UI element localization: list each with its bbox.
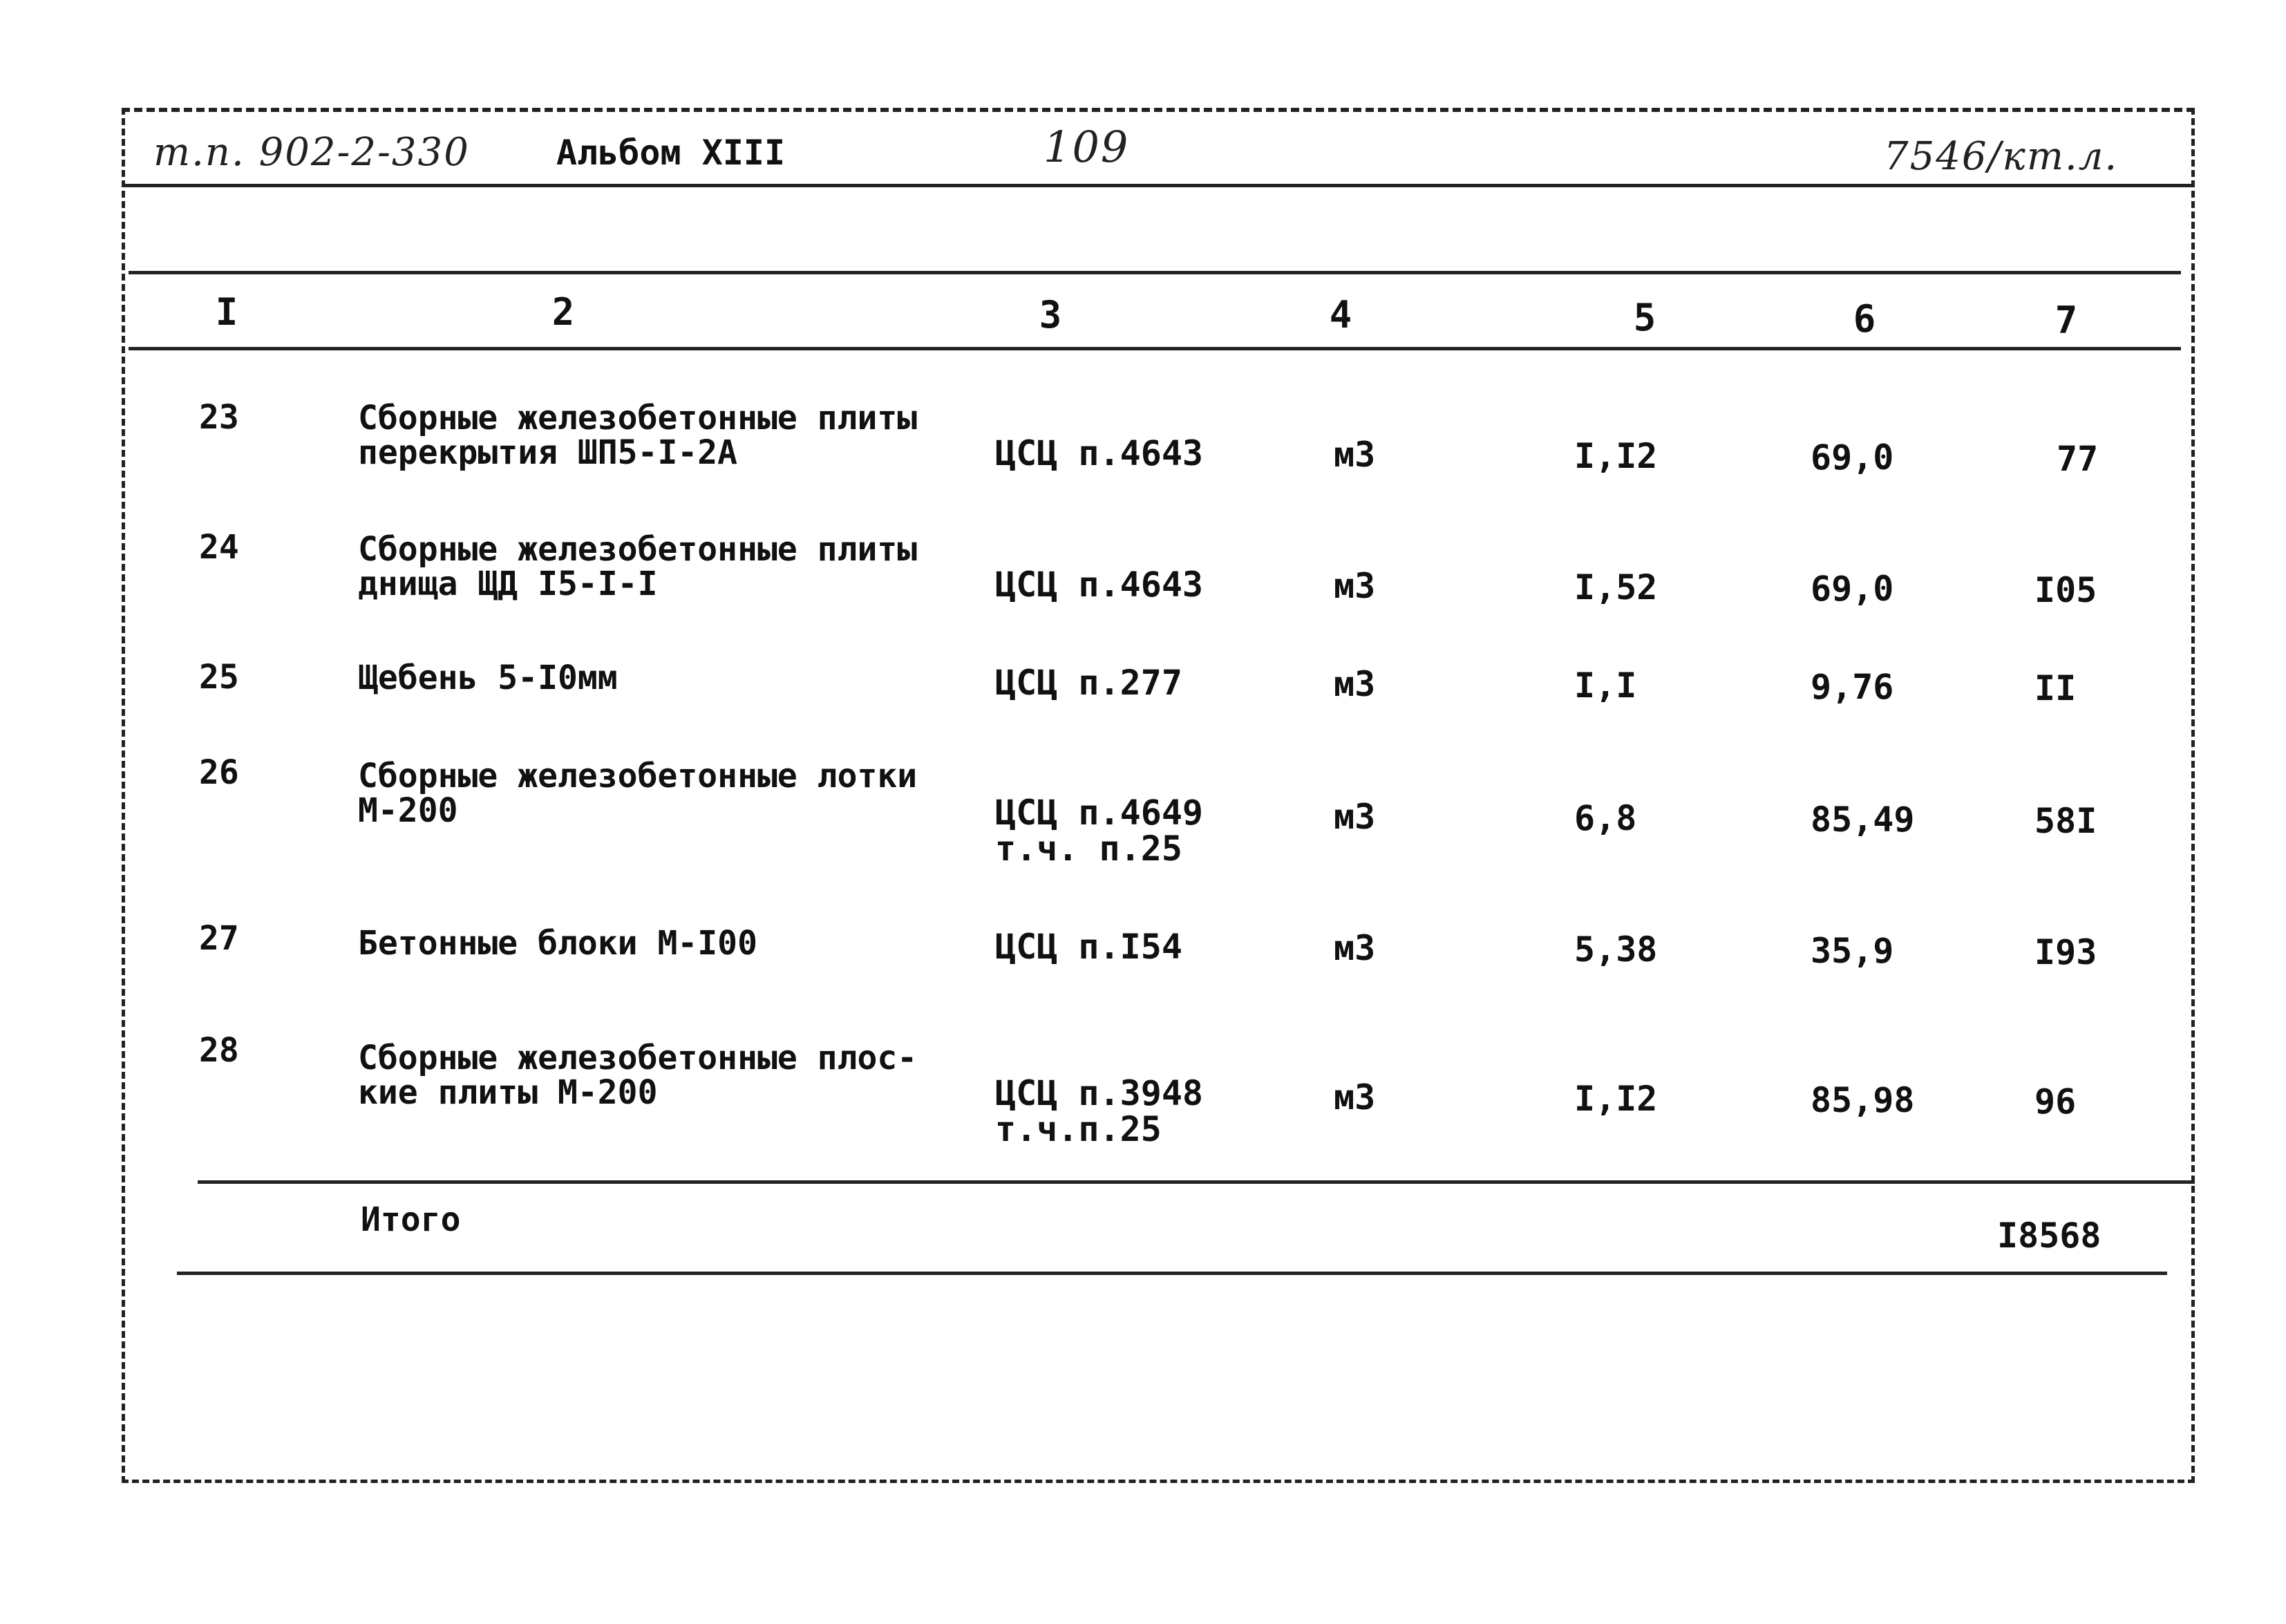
row-ref: ЦСЦ п.4643 <box>995 565 1204 605</box>
row-number: 23 <box>199 398 239 437</box>
row-price: 85,98 <box>1811 1080 1915 1120</box>
row-name: Бетонные блоки М-I00 <box>358 924 757 963</box>
row-price: 35,9 <box>1811 931 1894 971</box>
row-name: Сборные железобетонные плиты днища ЩД I5-I-I <box>358 530 918 603</box>
row-unit: м3 <box>1334 797 1376 837</box>
inventory-number: 7546/кт.л. <box>1884 134 2119 179</box>
row-name: Щебень 5-I0мм <box>358 659 618 697</box>
column-number-6: 6 <box>1853 297 1876 341</box>
row-total: 58I <box>2034 801 2097 841</box>
row-total: 77 <box>2057 439 2099 479</box>
row-unit: м3 <box>1334 928 1376 968</box>
row-quantity: I,52 <box>1574 567 1658 607</box>
total-top-rule <box>198 1180 2195 1184</box>
column-number-2: 2 <box>551 290 575 334</box>
row-number: 28 <box>199 1031 239 1070</box>
row-quantity: I,I2 <box>1574 1079 1658 1119</box>
page-number: 109 <box>1043 122 1130 172</box>
row-quantity: 5,38 <box>1574 929 1658 970</box>
row-unit: м3 <box>1334 1077 1376 1117</box>
project-code: т.п. 902-2-330 <box>153 130 470 175</box>
row-price: 69,0 <box>1811 437 1894 478</box>
row-quantity: I,I <box>1574 665 1637 706</box>
row-unit: м3 <box>1334 435 1376 475</box>
row-number: 26 <box>199 753 239 792</box>
row-number: 24 <box>199 528 239 567</box>
grand-total: I8568 <box>1997 1216 2101 1256</box>
row-price: 85,49 <box>1811 800 1915 840</box>
row-total: I93 <box>2034 932 2097 972</box>
row-name: Сборные железобетонные плос- кие плиты М-200 <box>358 1039 918 1112</box>
total-bottom-rule <box>177 1272 2167 1275</box>
header-rule <box>122 184 2195 187</box>
row-price: 9,76 <box>1811 667 1894 707</box>
row-unit: м3 <box>1334 664 1376 704</box>
album-label: Альбом XIII <box>556 133 786 173</box>
column-number-7: 7 <box>2054 299 2078 342</box>
row-total: II <box>2034 668 2077 708</box>
row-quantity: 6,8 <box>1574 798 1637 838</box>
total-label: Итого <box>361 1200 461 1239</box>
row-unit: м3 <box>1334 566 1376 606</box>
row-ref: ЦСЦ п.277 <box>995 663 1182 703</box>
row-total: 96 <box>2034 1082 2077 1122</box>
column-number-3: 3 <box>1039 293 1062 337</box>
column-header-rule <box>129 347 2181 350</box>
row-ref: ЦСЦ п.I54 <box>995 927 1182 967</box>
row-name: Сборные железобетонные лотки М-200 <box>358 757 918 830</box>
row-quantity: I,I2 <box>1574 436 1658 476</box>
row-ref: ЦСЦ п.3948 т.ч.п.25 <box>995 1073 1204 1149</box>
row-price: 69,0 <box>1811 569 1894 609</box>
row-number: 25 <box>199 658 239 697</box>
row-ref: ЦСЦ п.4643 <box>995 433 1204 473</box>
column-number-1: I <box>215 290 238 334</box>
row-ref: ЦСЦ п.4649 т.ч. п.25 <box>995 793 1204 869</box>
column-number-4: 4 <box>1329 293 1352 337</box>
column-number-5: 5 <box>1633 296 1656 339</box>
row-number: 27 <box>199 919 239 958</box>
row-total: I05 <box>2034 570 2097 610</box>
row-name: Сборные железобетонные плиты перекрытия ШП5-I-2А <box>358 399 918 472</box>
table-top-rule <box>129 271 2181 274</box>
